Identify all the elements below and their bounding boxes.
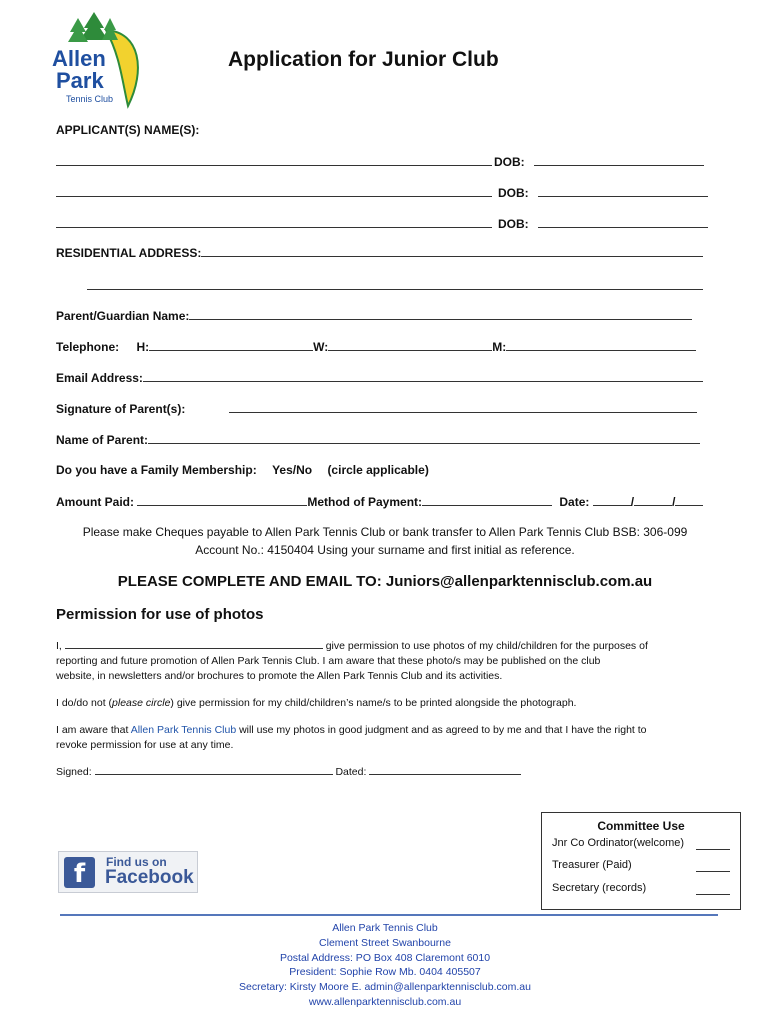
date-separator: / xyxy=(672,495,676,509)
facebook-badge[interactable] xyxy=(58,851,198,893)
signed-field[interactable] xyxy=(95,765,333,775)
telephone-work-label: W: xyxy=(313,340,329,354)
facebook-line-1: Find us on xyxy=(106,855,167,869)
applicants-label: APPLICANT(S) NAME(S): xyxy=(56,123,200,137)
telephone-home-field[interactable] xyxy=(149,339,313,351)
date-day-field[interactable] xyxy=(593,494,631,506)
guardian-row xyxy=(56,308,692,323)
committee-use-box xyxy=(541,812,741,910)
applicant-row-2 xyxy=(56,185,708,200)
residential-address-field-2[interactable] xyxy=(87,278,703,290)
telephone-work-field[interactable] xyxy=(328,339,492,351)
club-link[interactable]: Allen Park Tennis Club xyxy=(130,724,237,736)
permission-paragraph-2: I do/do not (please circle) give permission for my child/children’s name/s to be printed alongside the photograph. xyxy=(56,697,577,709)
dated-field[interactable] xyxy=(369,765,521,775)
committee-secretary: Secretary (records) xyxy=(552,882,647,894)
committee-secretary-field[interactable] xyxy=(696,882,730,895)
residential-label: RESIDENTIAL ADDRESS: xyxy=(56,246,202,260)
email-label: Email Address: xyxy=(56,371,143,385)
telephone-mobile-field[interactable] xyxy=(506,339,696,351)
payment-row xyxy=(56,494,703,509)
payment-method-field[interactable] xyxy=(422,494,552,506)
applicant-row-1 xyxy=(56,154,704,169)
logo-line-3: Tennis Club xyxy=(66,94,114,104)
dob-label: DOB: xyxy=(494,155,525,169)
parent-name-label: Name of Parent: xyxy=(56,433,149,447)
facebook-icon: f xyxy=(64,857,95,888)
email-row xyxy=(56,370,703,385)
signature-field[interactable] xyxy=(229,401,697,413)
footer-divider xyxy=(60,914,718,916)
club-logo xyxy=(48,10,152,114)
committee-treasurer: Treasurer (Paid) xyxy=(552,859,632,871)
residential-row xyxy=(56,245,703,260)
telephone-label: Telephone: xyxy=(56,340,120,354)
amount-paid-label: Amount Paid: xyxy=(56,495,134,509)
family-membership-hint: (circle applicable) xyxy=(327,463,429,477)
signature-label: Signature of Parent(s): xyxy=(56,402,186,416)
applicant-name-field-2[interactable] xyxy=(56,185,492,197)
footer xyxy=(0,921,770,1010)
footer-street: Clement Street Swanbourne xyxy=(319,936,451,949)
applicant-row-3 xyxy=(56,216,708,231)
footer-website[interactable]: www.allenparktennisclub.com.au xyxy=(308,995,462,1008)
signature-row xyxy=(56,401,697,416)
logo-line-2: Park xyxy=(56,68,104,93)
committee-coordinator-field[interactable] xyxy=(696,837,730,850)
dob-label: DOB: xyxy=(498,217,529,231)
payment-note-2: Account No.: 4150404 Using your surname and first initial as reference. xyxy=(195,543,575,557)
permission-paragraph-3: I am aware that Allen Park Tennis Club will use my photos in good judgment and as agreed to by me and that I have the right to revoke permission for use at any time. xyxy=(56,724,647,751)
family-membership-question: Do you have a Family Membership: xyxy=(56,463,257,477)
payment-method-label: Method of Payment: xyxy=(307,495,423,509)
dob-field-3[interactable] xyxy=(538,216,708,228)
date-label: Date: xyxy=(559,495,590,509)
parent-name-field[interactable] xyxy=(148,432,700,444)
telephone-home-label: H: xyxy=(136,340,150,354)
amount-paid-field[interactable] xyxy=(137,494,307,506)
committee-title: Committee Use xyxy=(597,819,685,833)
footer-secretary: Secretary: Kirsty Moore E. admin@allenparktennisclub.com.au xyxy=(239,981,531,994)
parent-name-row xyxy=(56,432,700,447)
dob-label: DOB: xyxy=(498,186,529,200)
residential-address-field[interactable] xyxy=(201,245,703,257)
permission-heading: Permission for use of photos xyxy=(56,606,264,623)
family-membership-options[interactable]: Yes/No xyxy=(272,463,313,477)
footer-club-name: Allen Park Tennis Club xyxy=(332,922,438,934)
payment-note-1: Please make Cheques payable to Allen Park Tennis Club or bank transfer to Allen Park Tennis Club BSB: 306-099 xyxy=(82,525,688,539)
dob-field-2[interactable] xyxy=(538,185,708,197)
signed-row xyxy=(56,765,736,780)
telephone-mobile-label: M: xyxy=(492,340,507,354)
footer-postal: Postal Address: PO Box 408 Claremont 6010 xyxy=(279,951,491,964)
logo-line-1: Allen xyxy=(52,46,106,71)
email-instruction: PLEASE COMPLETE AND EMAIL TO: Juniors@allenparktennisclub.com.au xyxy=(117,573,653,590)
signed-label: Signed: xyxy=(56,766,92,778)
family-membership-row xyxy=(56,463,429,477)
date-separator: / xyxy=(630,495,635,509)
dated-label: Dated: xyxy=(335,766,367,778)
facebook-line-2: Facebook xyxy=(105,867,194,888)
date-month-field[interactable] xyxy=(634,494,672,506)
committee-coordinator: Jnr Co Ordinator(welcome) xyxy=(552,837,685,849)
guardian-name-field[interactable] xyxy=(189,308,692,320)
footer-president: President: Sophie Row Mb. 0404 405507 xyxy=(289,966,481,979)
page-title: Application for Junior Club xyxy=(228,48,499,71)
applicant-name-field-1[interactable] xyxy=(56,154,492,166)
residential-row-2 xyxy=(87,278,703,293)
dob-field-1[interactable] xyxy=(534,154,704,166)
permission-name-field[interactable] xyxy=(65,639,323,649)
email-field[interactable] xyxy=(143,370,703,382)
telephone-row xyxy=(56,339,696,354)
applicant-name-field-3[interactable] xyxy=(56,216,492,228)
guardian-label: Parent/Guardian Name: xyxy=(56,309,190,323)
date-year-field[interactable] xyxy=(675,494,703,506)
committee-treasurer-field[interactable] xyxy=(696,859,730,872)
permission-paragraph-1: I, give permission to use photos of my child/children for the purposes of reporting and future promotion of Allen Park Tennis Club. I am aware that these photo/s may be published on the club website, in newsletters and/or brochures to promote the Allen Park Tennis Club and its activities. xyxy=(56,640,648,682)
